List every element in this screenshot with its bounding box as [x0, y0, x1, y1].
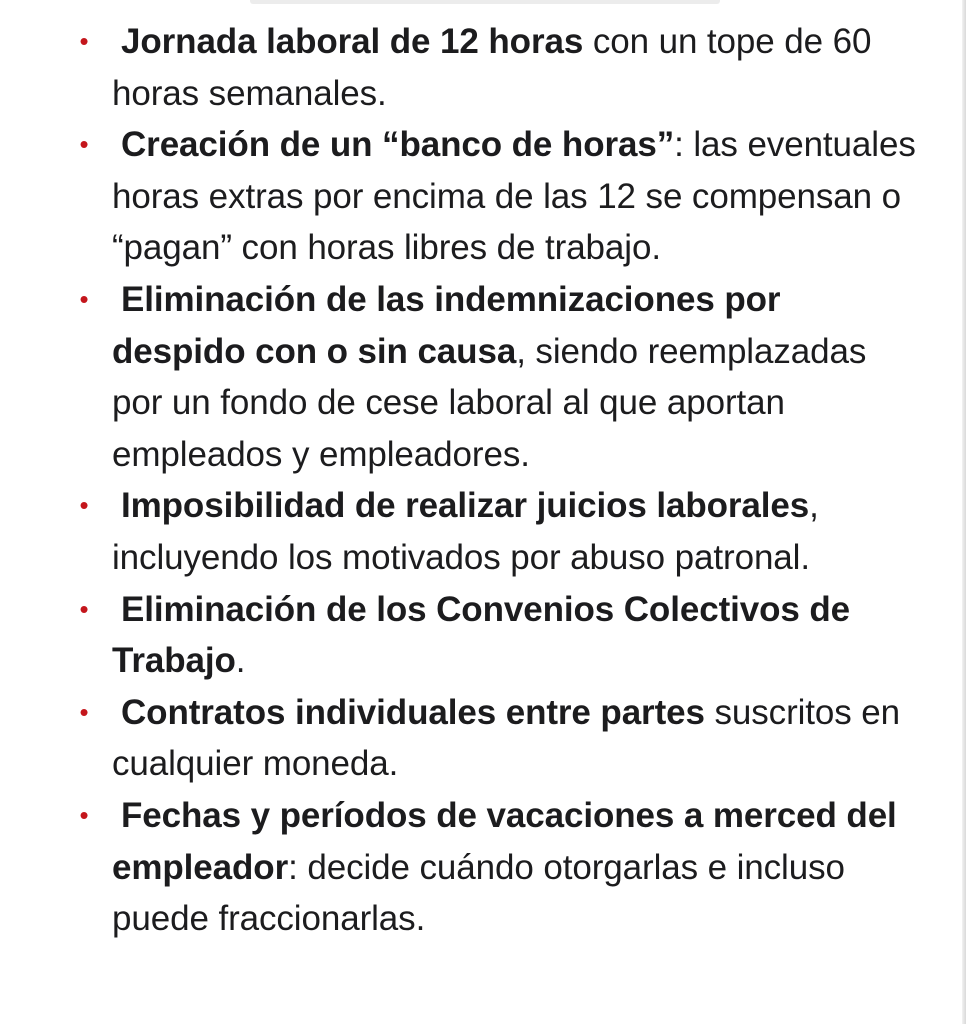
bullet-icon: •	[79, 129, 89, 160]
bullet-icon: •	[79, 490, 89, 521]
right-edge-shadow	[962, 0, 966, 1024]
item-text: , incluyendo los motivados por abuso patronal.	[112, 486, 819, 577]
item-text: .	[235, 641, 246, 681]
labor-reform-list	[0, 16, 960, 945]
bullet-icon: •	[79, 283, 89, 314]
list-item	[0, 790, 960, 945]
bullet-icon: •	[79, 799, 89, 830]
list-item	[0, 584, 960, 687]
item-text: suscritos en cualquier moneda.	[112, 692, 901, 784]
item-bold-text: Creación de un “banco de horas”	[121, 125, 675, 165]
bullet-icon: •	[79, 696, 89, 727]
list-item	[0, 480, 960, 583]
list-item	[0, 274, 960, 480]
list-item	[0, 687, 960, 790]
bullet-icon: •	[79, 26, 89, 56]
item-text: : decide cuándo otorgarlas e incluso puede fraccionarlas.	[112, 847, 845, 939]
item-bold-text: Contratos individuales entre partes	[121, 692, 705, 732]
item-bold-text: Jornada laboral de 12 horas	[121, 22, 584, 61]
top-edge-decoration	[250, 0, 720, 4]
item-bold-text: Imposibilidad de realizar juicios laborales	[121, 486, 810, 526]
item-text: , siendo reemplazadas por un fondo de cese laboral al que aportan empleados y empleadores.	[112, 331, 867, 474]
item-text: con un tope de 60 horas semanales.	[112, 22, 872, 113]
list-item	[0, 119, 960, 274]
item-bold-text: Eliminación de las indemnizaciones por despido con o sin causa	[112, 279, 781, 371]
bullet-icon: •	[79, 593, 89, 624]
item-bold-text: Fechas y períodos de vacaciones a merced del empleador	[112, 795, 897, 887]
list-item	[0, 16, 960, 119]
item-bold-text: Eliminación de los Convenios Colectivos de Trabajo	[112, 589, 851, 681]
item-text: : las eventuales horas extras por encima de las 12 se compensan o “pagan” con horas libres de trabajo.	[112, 125, 916, 268]
